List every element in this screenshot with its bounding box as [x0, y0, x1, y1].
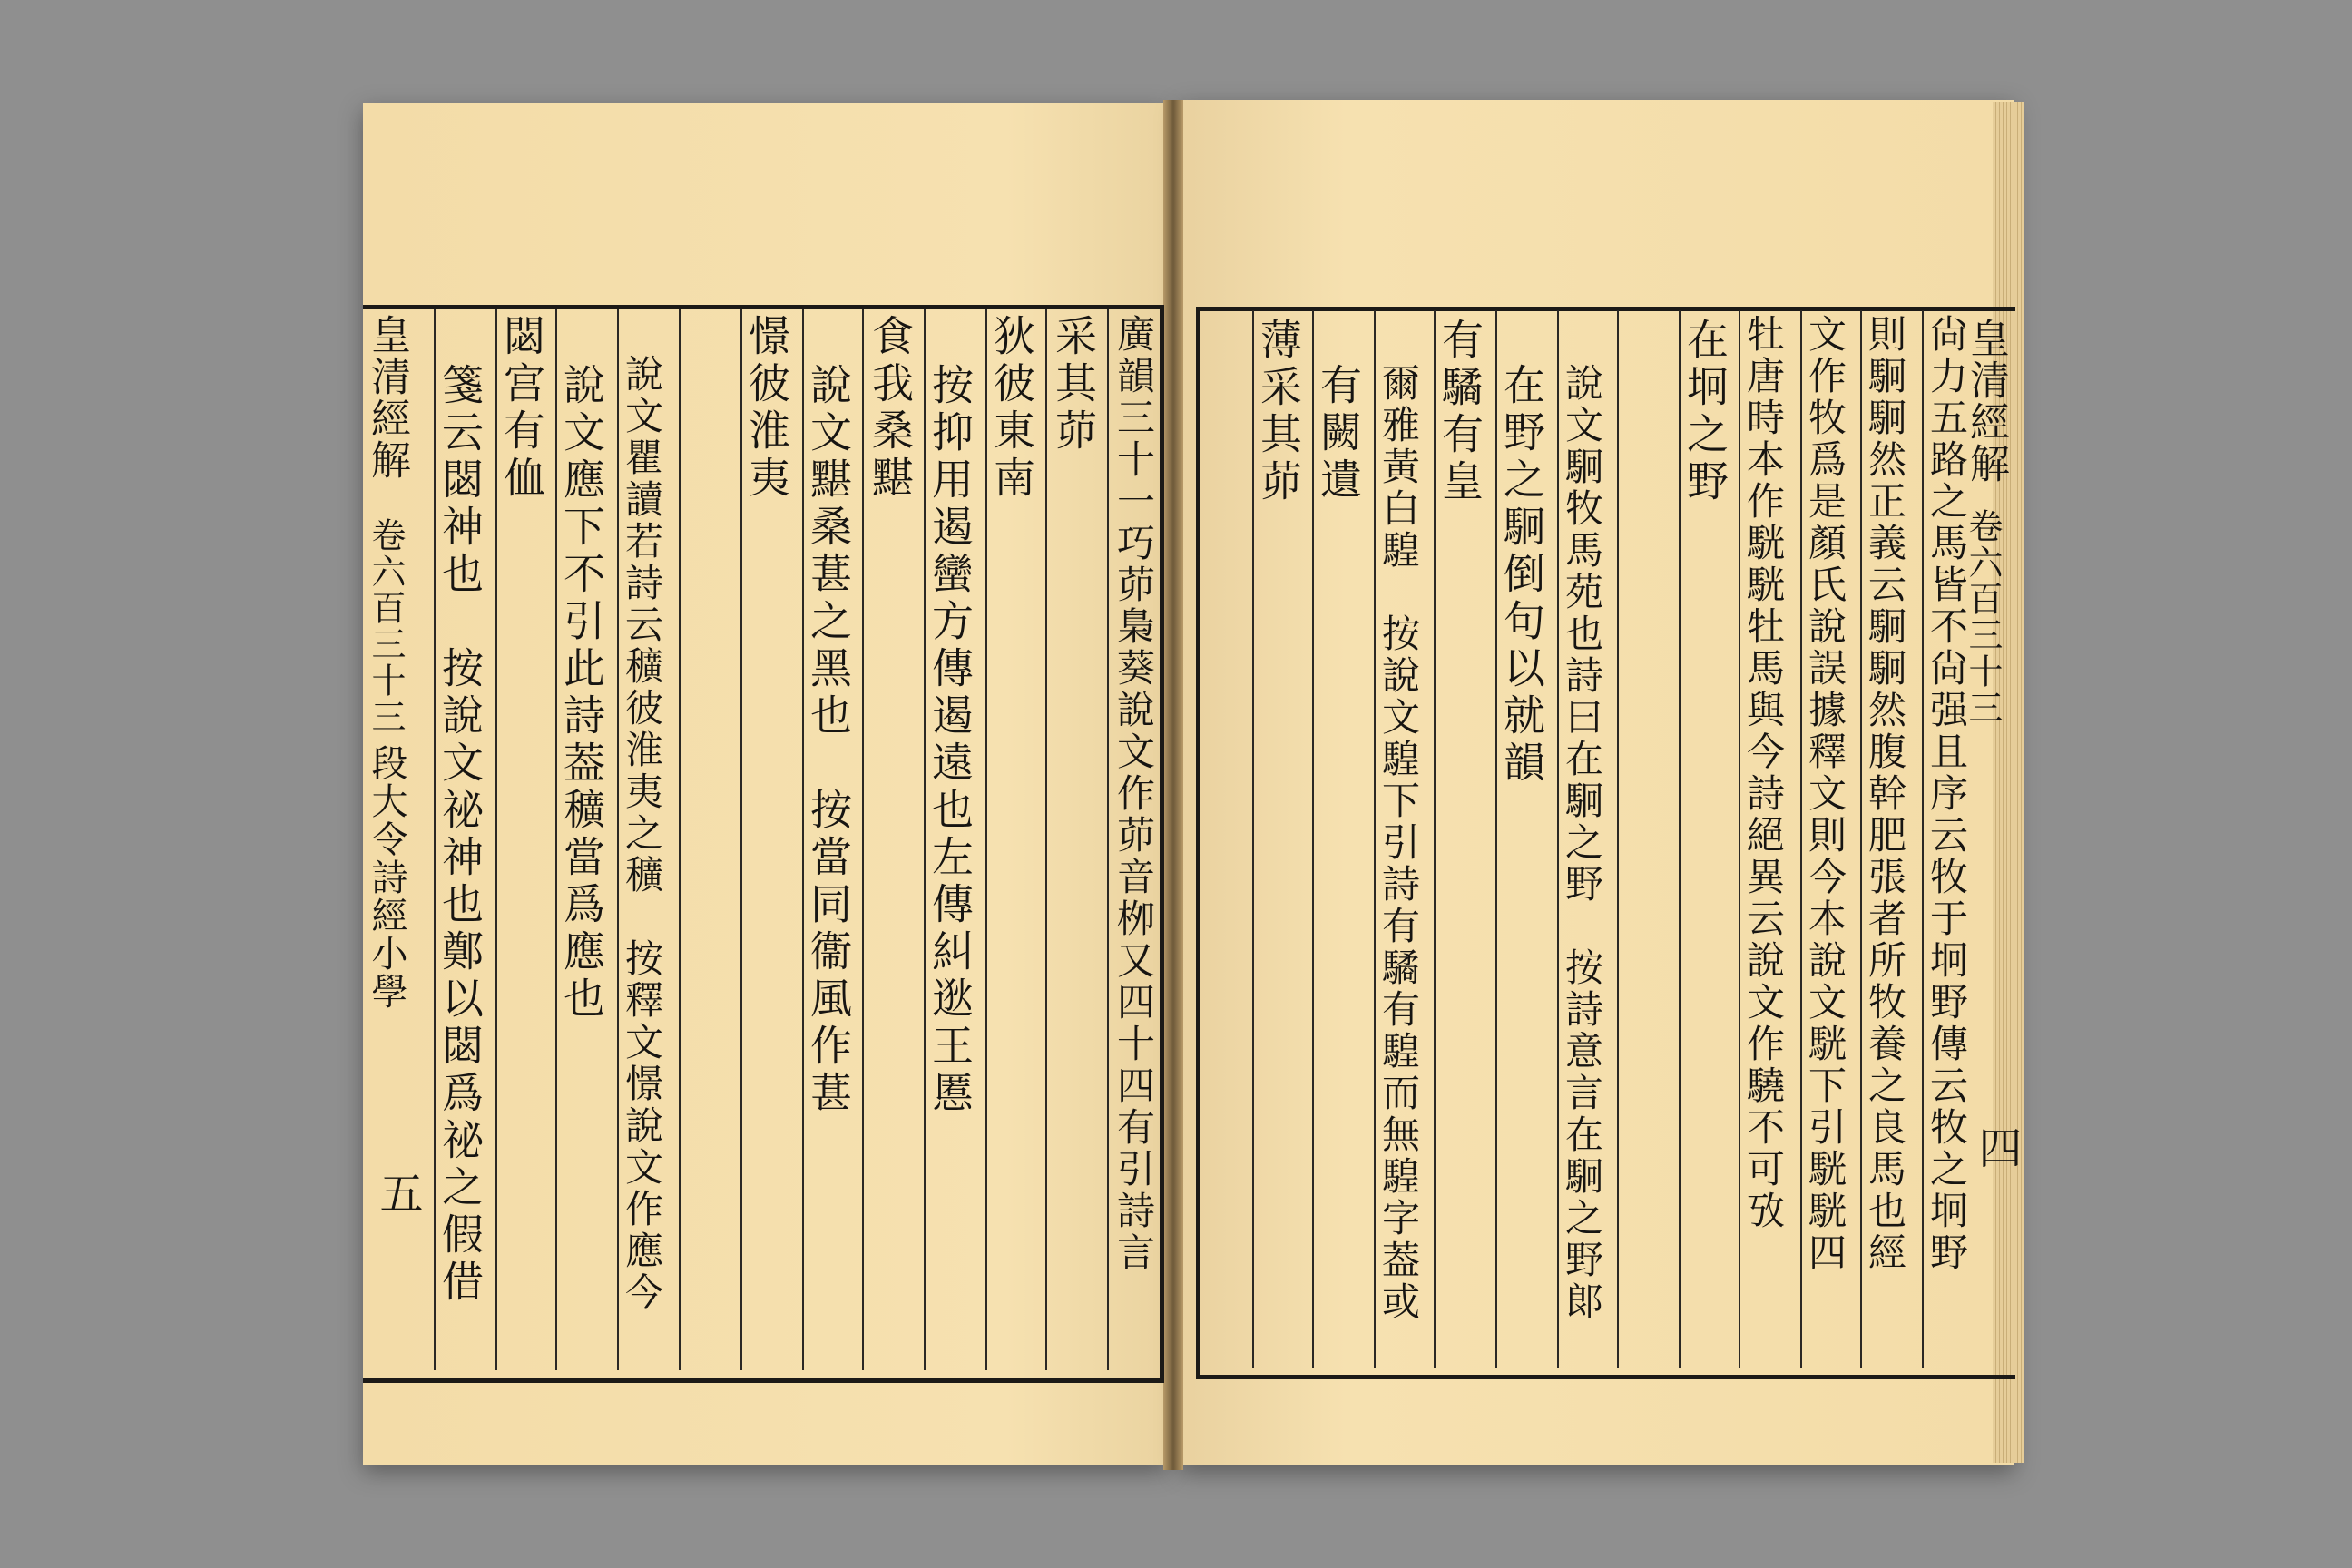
text-column: 采其茆 [1049, 314, 1098, 456]
page-number: 五 [372, 1171, 423, 1214]
column-rule [1922, 310, 1924, 1368]
column-rule [1800, 310, 1802, 1368]
text-column: 箋云閟神也 按說文祕神也鄭以閟爲祕之假借 [436, 363, 485, 1307]
column-rule [1739, 310, 1740, 1368]
text-column: 憬彼淮夷 [742, 314, 791, 503]
text-column: 按抑用遏蠻方傳遏遠也左傳糾逖王慝 [926, 363, 975, 1118]
margin-title: 皇清經解 [364, 314, 410, 481]
text-column: 狄彼東南 [987, 314, 1036, 503]
margin-title: 皇清經解 [1963, 318, 2009, 485]
column-rule [1374, 310, 1376, 1368]
column-rule [617, 309, 619, 1370]
column-rule [1107, 309, 1109, 1370]
text-column: 閟宫有侐 [497, 314, 546, 503]
book-gutter [1163, 100, 1183, 1470]
text-column: 說文應下不引此詩葢穬當爲應也 [557, 363, 606, 1024]
text-column: 則駉駉然正義云駉駉然腹幹肥張者所牧養之良馬也經 [1863, 314, 1907, 1274]
text-column: 食我桑黮 [866, 314, 915, 503]
text-column: 在坰之野 [1681, 318, 1730, 506]
column-rule [1860, 310, 1862, 1368]
margin-volume: 卷六百三十三 [366, 517, 406, 735]
text-column: 尙力五路之馬皆不尙强且序云牧于坰野傳云牧之坰野 [1925, 314, 1969, 1274]
column-rule [862, 309, 864, 1370]
text-column: 說文瞿讀若詩云穬彼淮夷之穬 按釋文憬說文作應今 [620, 354, 664, 1314]
text-column: 說文駉牧馬苑也詩曰在駉之野 按詩意言在駉之野郞 [1560, 363, 1604, 1323]
text-column: 薄采其茆 [1254, 318, 1303, 506]
text-column: 爾雅黃白騜 按說文騜下引詩有驈有騜而無騜字葢或 [1377, 363, 1421, 1323]
text-column: 廣韻三十一巧茆梟葵說文作茆音栁又四十四有引詩言 [1112, 314, 1156, 1274]
text-column: 有驈有皇 [1436, 318, 1485, 506]
text-column: 在野之駉倒句以就韻 [1497, 363, 1546, 788]
column-rule [1617, 310, 1619, 1368]
page-number: 四 [1971, 1125, 2022, 1169]
margin-volume: 卷六百三十三 [1963, 508, 2003, 726]
text-column: 說文黮桑葚之黑也 按當同衞風作葚 [804, 363, 853, 1118]
column-rule [679, 309, 681, 1370]
text-column: 牡唐時本作駫駫牡馬與今詩絕異云說文作驍不可攷 [1741, 314, 1786, 1232]
column-rule [1557, 310, 1559, 1368]
text-column: 有闕遺 [1314, 363, 1363, 505]
text-column: 文作牧爲是顏氏說誤據釋文則今本說文駫下引駫駫四 [1803, 314, 1847, 1274]
column-rule [1045, 309, 1047, 1370]
margin-section: 段大令詩經小學 [366, 744, 407, 1011]
